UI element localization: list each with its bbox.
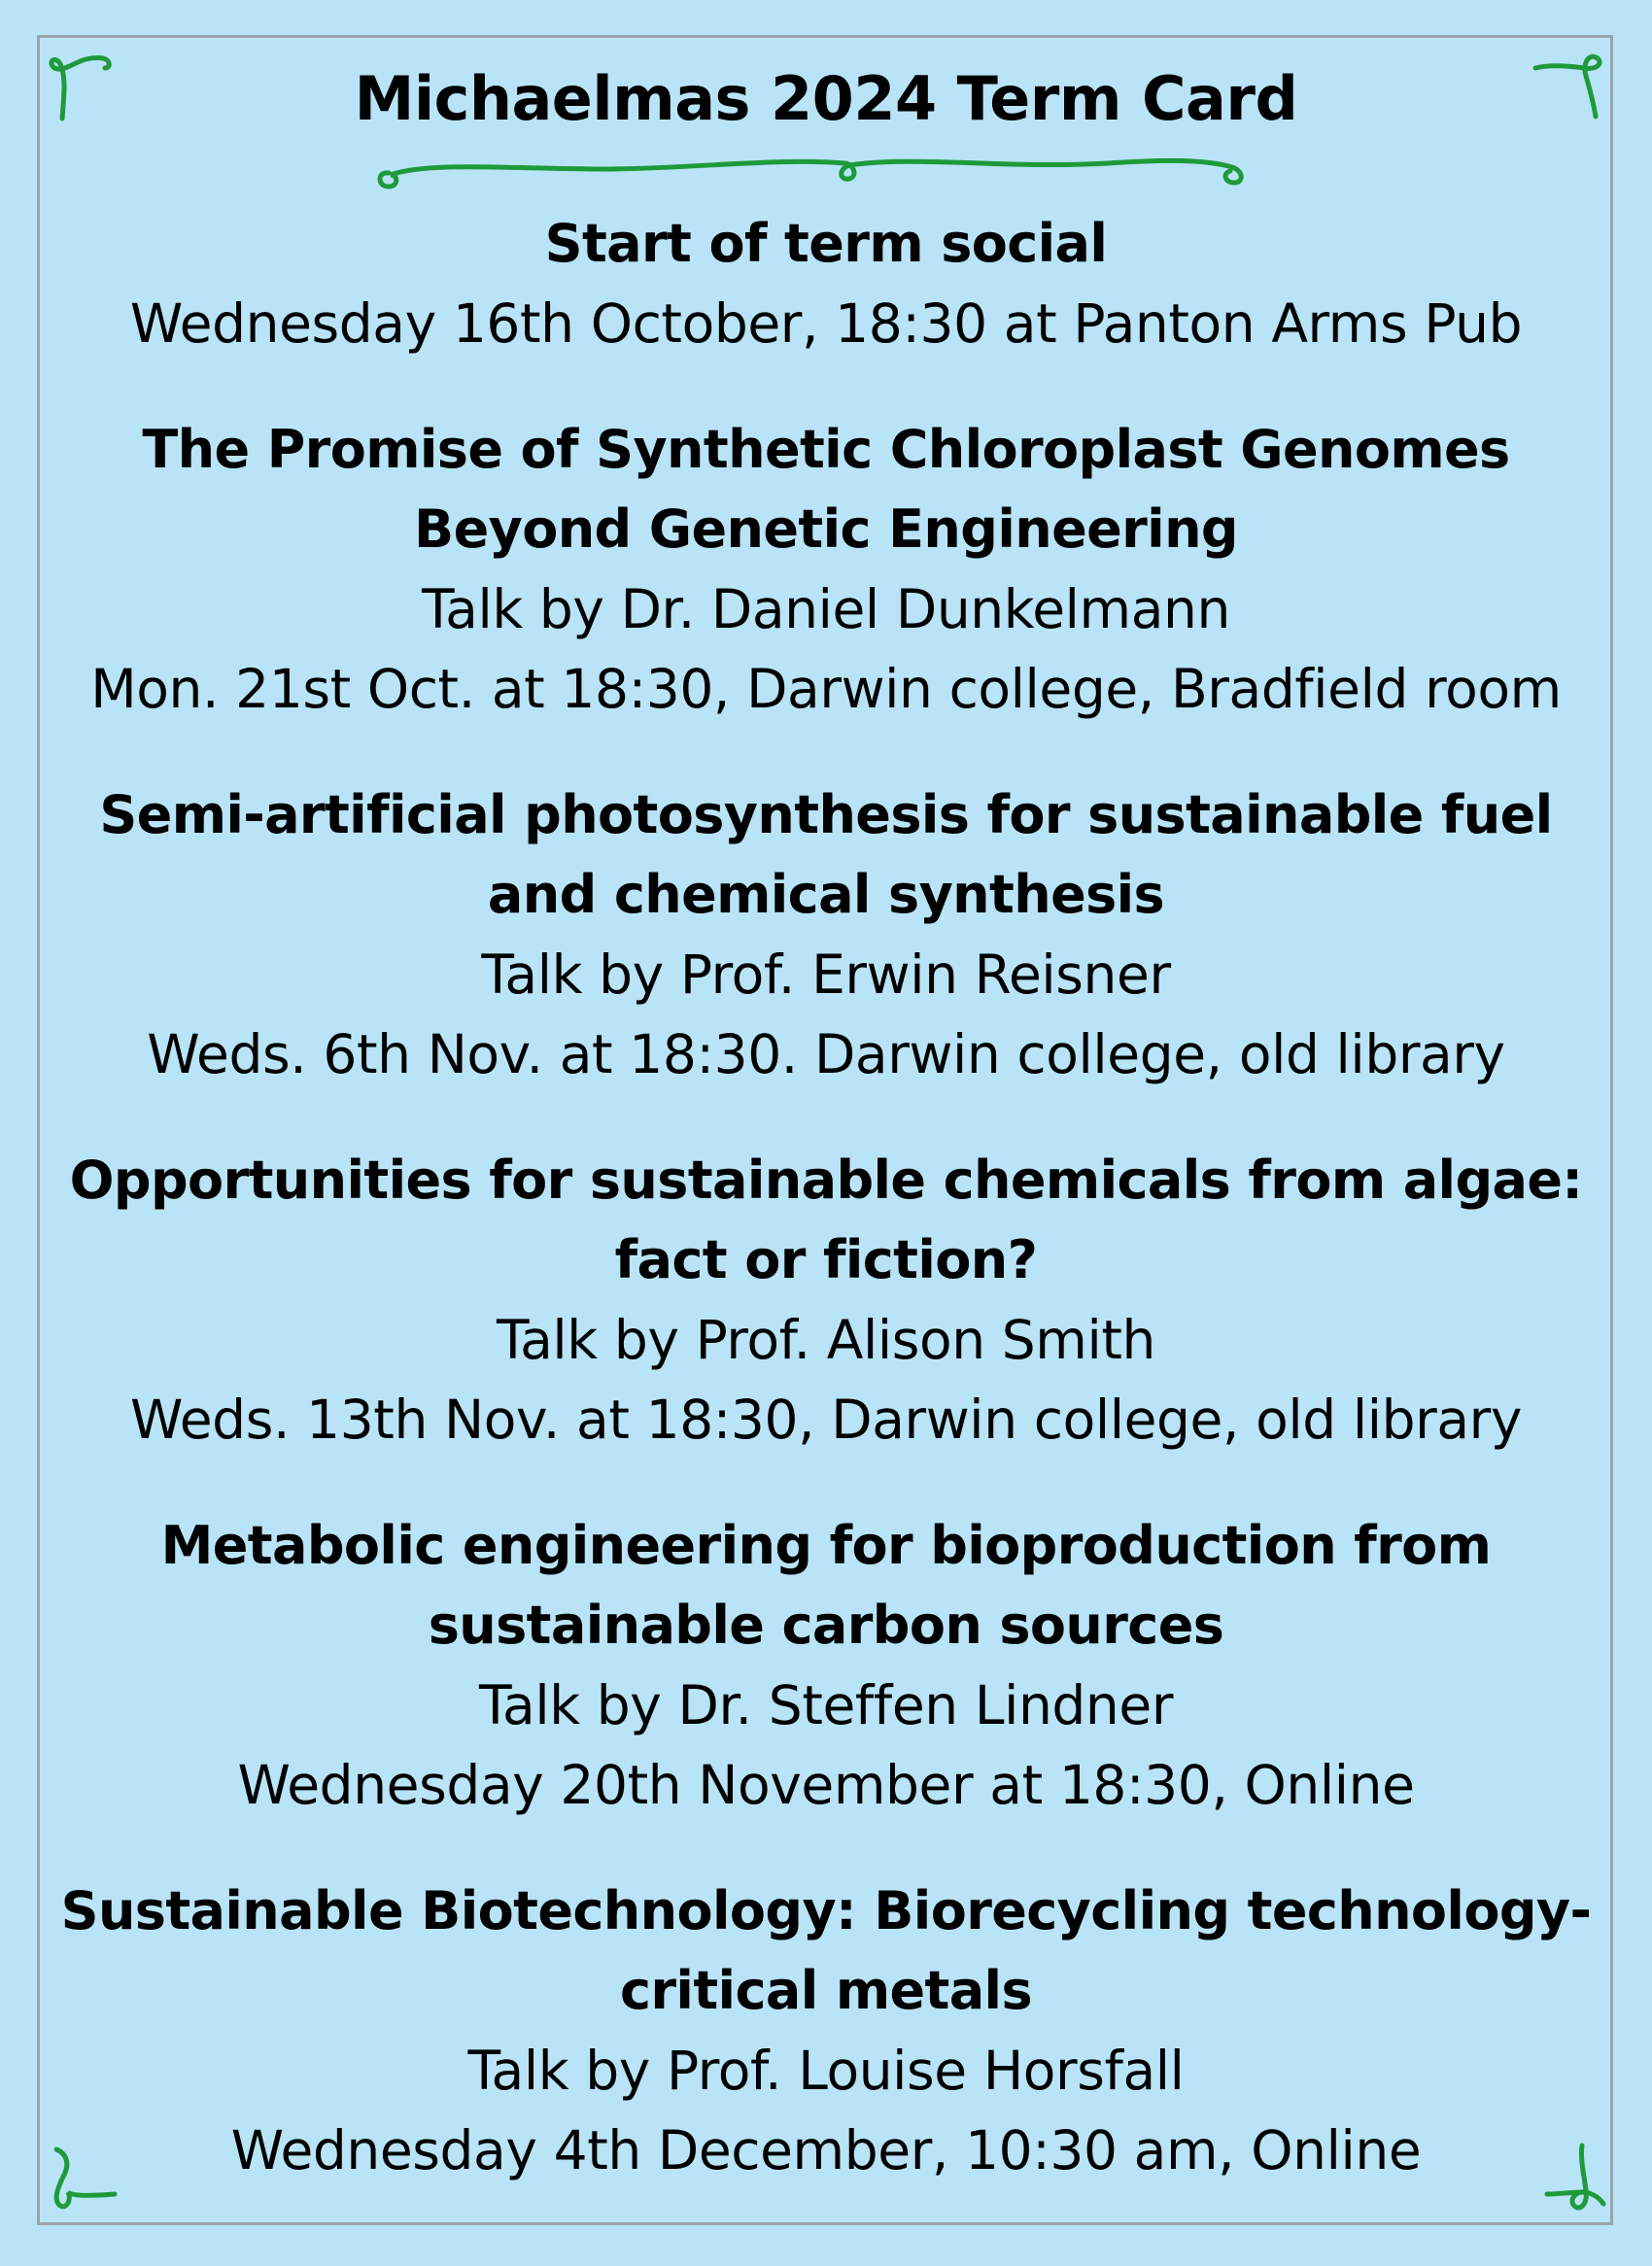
event-details: Mon. 21st Oct. at 18:30, Darwin college, Bradfield room [90, 658, 1562, 720]
event-speaker: Talk by Prof. Alison Smith [497, 1309, 1155, 1371]
event-speaker: Talk by Dr. Daniel Dunkelmann [422, 578, 1230, 640]
event-title: Metabolic engineering for bioproduction from sustainable carbon sources [160, 1515, 1492, 1656]
event-item [58, 410, 1594, 729]
event-details: Weds. 6th Nov. at 18:30. Darwin college, old library [147, 1023, 1505, 1085]
event-details: Wednesday 20th November at 18:30, Online [237, 1754, 1415, 1816]
event-speaker: Talk by Dr. Steffen Lindner [478, 1674, 1174, 1736]
event-title: Opportunities for sustainable chemicals from algae: fact or fiction? [69, 1150, 1583, 1290]
event-title: Start of term social [544, 213, 1108, 274]
event-details: Weds. 13th Nov. at 18:30, Darwin college, old library [129, 1389, 1523, 1451]
event-title: Semi-artificial photosynthesis for sustainable fuel and chemical synthesis [99, 784, 1553, 925]
event-speaker: Talk by Prof. Erwin Reisner [481, 944, 1171, 1006]
event-item [58, 1871, 1594, 2190]
event-item [58, 775, 1594, 1094]
swirl-divider-icon [369, 144, 1254, 192]
event-title: Sustainable Biotechnology: Biorecycling technology-critical metals [60, 1880, 1592, 2021]
event-details: Wednesday 16th October, 18:30 at Panton Arms Pub [129, 292, 1523, 355]
page-title: Michaelmas 2024 Term Card [354, 63, 1298, 134]
event-item [58, 1506, 1594, 1825]
event-item [58, 1141, 1594, 1459]
event-list [58, 204, 1594, 2237]
event-speaker: Talk by Prof. Louise Horsfall [467, 2040, 1185, 2102]
event-item [58, 204, 1594, 363]
event-details: Wednesday 4th December, 10:30 am, Online [230, 2119, 1422, 2181]
event-title: The Promise of Synthetic Chloroplast Genomes Beyond Genetic Engineering [142, 419, 1510, 560]
